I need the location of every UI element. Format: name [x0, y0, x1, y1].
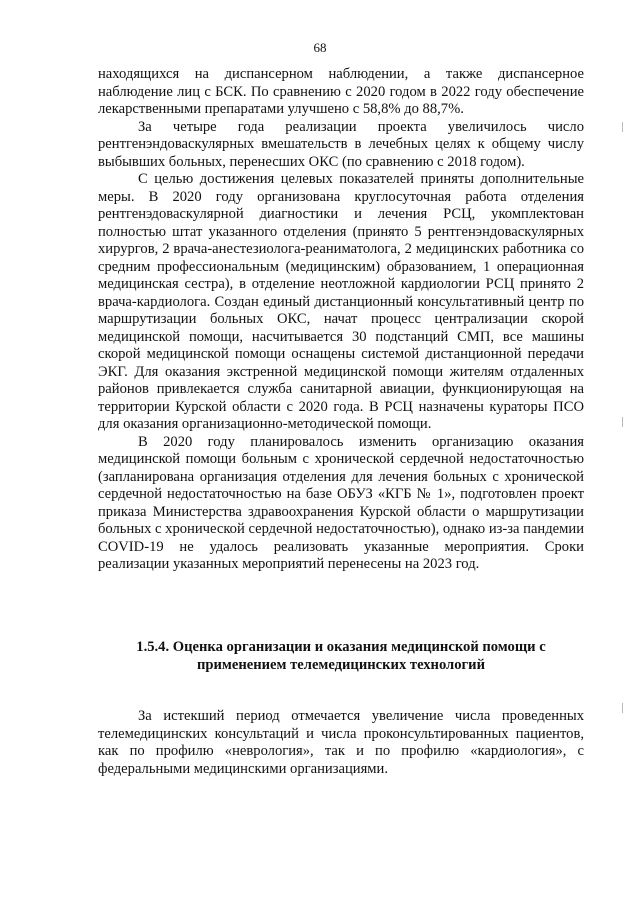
section-heading: 1.5.4. Оценка организации и оказания медицинской помощи с применением телемедицинских технологий	[136, 639, 546, 673]
page-number: 68	[313, 40, 327, 55]
main-text-block	[98, 66, 584, 574]
scan-edge-mark	[622, 417, 623, 427]
paragraph-continuation: находящихся на диспансерном наблюдении, а также диспансерное наблюдение лиц с БСК. По сравнению с 2020 годом в 2022 году обеспечение лекарственными препаратами улучшено с 58,8% до 88,7%.	[98, 66, 584, 117]
paragraph-heart-failure: В 2020 году планировалось изменить организацию оказания медицинской помощи больным с хронической сердечной недостаточностью (запланирована организация отделения для лечения больных с хронической сердечной недостаточностью на базе ОБУЗ «КГБ № 1», подготовлен проект приказа Министерства здравоохранения Курской области о маршрутизации больных с хронической сердечной недостаточностью), однако из-за пандемии COVID-19 не удалось реализовать указанные мероприятия. Сроки реализации указанных мероприятий перенесены на 2023 год.	[98, 433, 584, 572]
telemedicine-text-block	[98, 708, 584, 778]
paragraph-oks-interventions: За четыре года реализации проекта увеличилось число рентгенэндоваскулярных вмешательств в лечебных целях к общему числу выбывших больных, перенесших ОКС (по сравнению с 2018 годом).	[98, 118, 584, 170]
paragraph-telemedicine: За истекший период отмечается увеличение числа проведенных телемедицинских консультаций и числа проконсультированных пациентов, как по профилю «неврология», так и по профилю «кардиология», с федеральными медицинскими организациями.	[98, 708, 584, 777]
scan-edge-mark	[622, 122, 623, 132]
scan-edge-mark	[622, 703, 623, 713]
paragraph-additional-measures: С целью достижения целевых показателей приняты дополнительные меры. В 2020 году организована круглосуточная работа отделения рентгенэдоваскулярной диагностики и лечения РСЦ, укомплектован полностью штат указанного отделения (принято 5 рентгенэндоваскулярных хирургов, 2 врача-анестезиолога-реаниматолога, 2 медицинских работника со средним профессиональным (медицинским) образованием, 1 операционная медицинская сестра), в отделение неотложной кардиологии РСЦ принято 2 врача-кардиолога. Создан единый дистанционный консультативный центр по маршрутизации больных ОКС, начат процесс централизации скорой медицинской помощи, насчитывается 30 подстанций СМП, все машины скорой медицинской помощи оснащены системой дистанционной передачи ЭКГ. Для оказания экстренной медицинской помощи жителям отдаленных районов привлекается служба санитарной авиации, функционирующая на территории Курской области с 2020 года. В РСЦ назначены кураторы ПСО для оказания организационно-методической помощи.	[98, 171, 584, 432]
